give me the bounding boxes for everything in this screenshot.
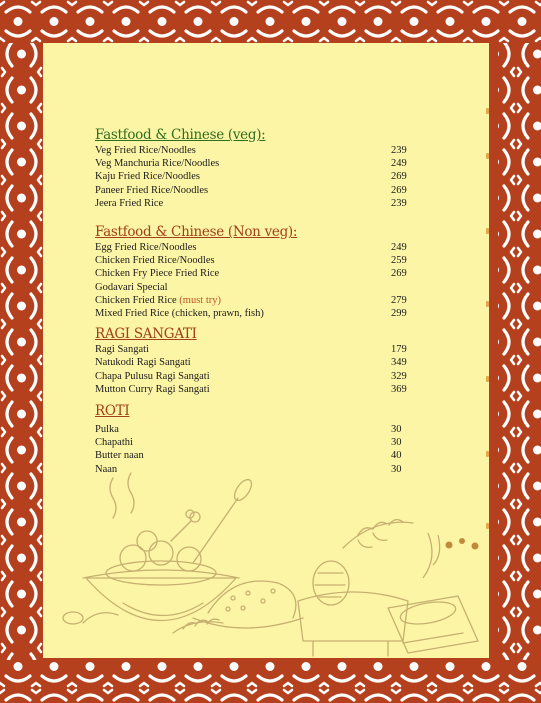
leaf-icon <box>63 520 413 633</box>
item-price: 269 <box>391 171 407 183</box>
item-name: Mixed Fried Rice (chicken, prawn, fish) <box>95 308 264 320</box>
item-price: 299 <box>391 308 407 320</box>
item-price: 30 <box>391 463 402 475</box>
naan-board <box>388 596 478 653</box>
item-price: 349 <box>391 357 407 369</box>
item-name: Kaju Fried Rice/Noodles <box>95 171 200 183</box>
item-price: 249 <box>391 242 407 254</box>
section-heading: RAGI SANGATI <box>95 326 197 343</box>
item-name: Godavari Special <box>95 281 168 293</box>
menu-item <box>95 197 415 210</box>
curry-bowl <box>83 473 239 623</box>
item-price: 329 <box>391 370 407 382</box>
menu-item <box>95 423 415 436</box>
menu-item <box>95 170 415 183</box>
section-roti <box>95 402 415 476</box>
item-price: 30 <box>391 424 402 436</box>
menu-item <box>95 157 415 170</box>
spoon <box>193 477 255 563</box>
spice-dot <box>459 538 465 544</box>
spice-dot <box>472 543 479 550</box>
item-name: Chapa Pulusu Ragi Sangati <box>95 370 210 382</box>
item-name: Paneer Fried Rice/Noodles <box>95 184 209 196</box>
menu-item <box>95 307 415 320</box>
item-name: Jeera Fried Rice <box>95 197 164 209</box>
menu-item <box>95 343 415 356</box>
item-price: 239 <box>391 145 407 156</box>
section-ragi <box>95 325 415 396</box>
item-price: 279 <box>391 294 407 306</box>
menu-item <box>95 463 415 476</box>
spice-dot <box>446 542 453 549</box>
menu-item <box>95 294 415 307</box>
menu-item <box>95 436 415 449</box>
item-price <box>391 281 415 294</box>
item-name: Chicken Fried Rice/Noodles <box>95 255 215 267</box>
item-name: Butter naan <box>95 450 144 462</box>
item-name: Chapathi <box>95 437 133 449</box>
item-name: Veg Fried Rice/Noodles <box>95 145 196 156</box>
menu-item <box>95 449 415 462</box>
item-price: 249 <box>391 158 407 170</box>
item-price: 179 <box>391 344 407 356</box>
item-price: 259 <box>391 255 407 267</box>
item-name: Veg Manchuria Rice/Noodles <box>95 158 220 170</box>
item-name: Chicken Fry Piece Fried Rice <box>95 268 220 280</box>
section-nonveg <box>95 223 415 320</box>
chicken-leg <box>171 510 200 541</box>
item-price: 269 <box>391 184 407 196</box>
menu-item <box>95 281 415 294</box>
section-heading: Fastfood & Chinese (veg): <box>95 127 266 143</box>
item-name-text: Chicken Fried Rice <box>95 294 177 306</box>
menu-item <box>95 370 415 383</box>
menu-item <box>95 144 415 157</box>
item-price: 40 <box>391 450 402 462</box>
item-name <box>95 294 221 307</box>
menu-item <box>95 356 415 369</box>
menu-item <box>95 254 415 267</box>
item-price: 239 <box>391 197 407 209</box>
item-name: Natukodi Ragi Sangati <box>95 357 191 369</box>
section-heading: Fastfood & Chinese (Non veg): <box>95 224 298 241</box>
chili-icon <box>423 533 440 578</box>
menu-item <box>95 241 415 254</box>
item-name: Egg Fried Rice/Noodles <box>95 242 197 254</box>
item-price: 30 <box>391 437 402 449</box>
item-price: 369 <box>391 383 407 395</box>
item-name: Mutton Curry Ragi Sangati <box>95 383 210 395</box>
item-price: 269 <box>391 268 407 280</box>
stone-stove <box>298 561 408 656</box>
section-veg <box>95 126 415 210</box>
menu-item <box>95 267 415 280</box>
must-try-note: (must try) <box>179 294 221 306</box>
menu-panel <box>43 43 489 658</box>
item-name: Naan <box>95 463 118 475</box>
item-name: Pulka <box>95 424 119 436</box>
section-heading: ROTI <box>95 403 130 420</box>
menu-item <box>95 383 415 396</box>
menu-content <box>95 126 415 476</box>
menu-item <box>95 184 415 197</box>
item-name: Ragi Sangati <box>95 344 149 356</box>
